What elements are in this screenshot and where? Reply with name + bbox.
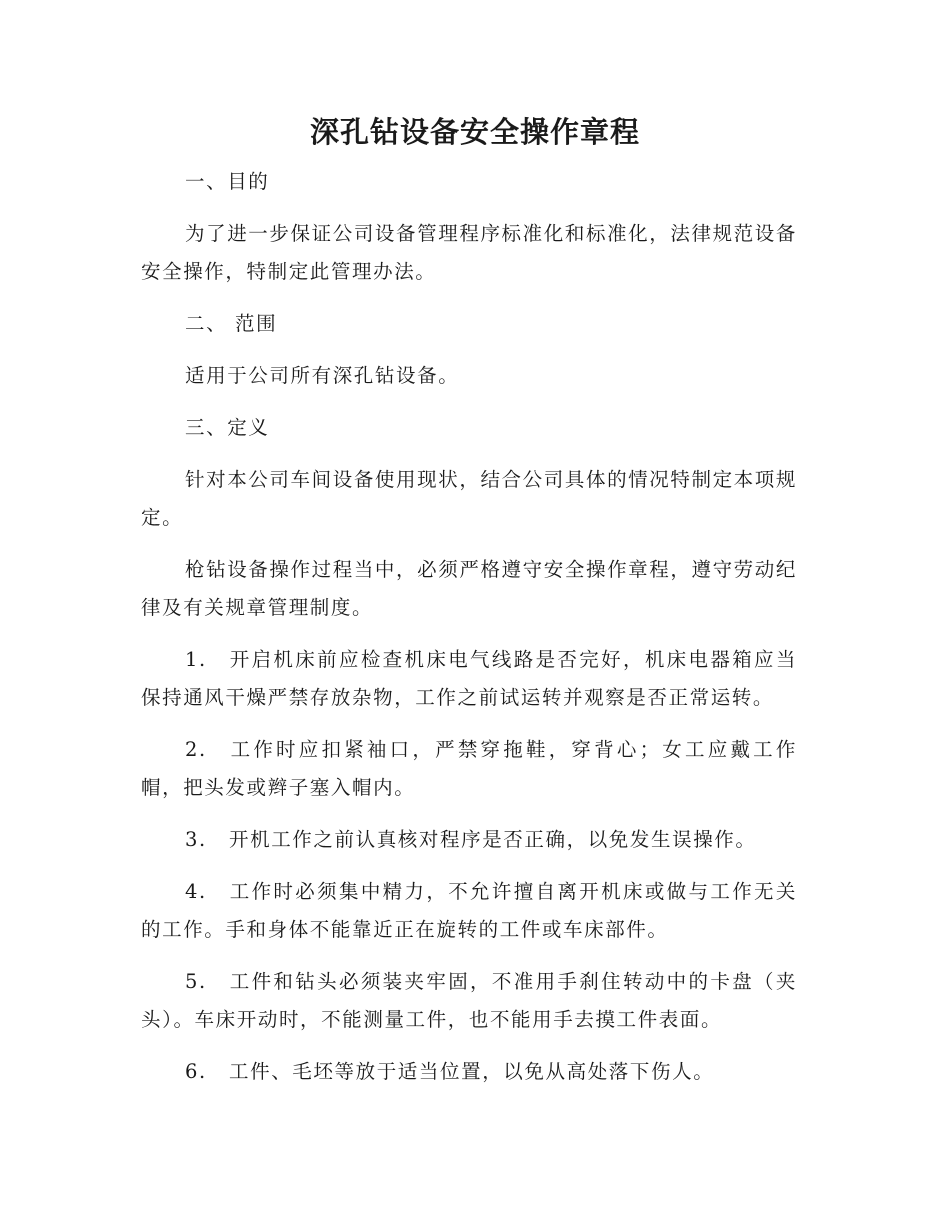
list-item-text: 工件和钻头必须装夹牢固，不准用手刹住转动中的卡盘（夹头）。车床开动时，不能测量工件，也不能用手去摸工件表面。 (141, 970, 797, 1031)
list-item (141, 641, 797, 717)
list-item (141, 963, 797, 1039)
list-item-number: 3. (185, 828, 207, 851)
paragraph-scope: 适用于公司所有深孔钻设备。 (185, 364, 460, 387)
list-item-number: 5. (185, 970, 207, 993)
list-item (141, 731, 797, 807)
list-item-number: 4. (185, 880, 207, 903)
paragraph-operation: 枪钻设备操作过程当中，必须严格遵守安全操作章程，遵守劳动纪律及有关规章管理制度。 (141, 558, 797, 619)
document-title: 深孔钻设备安全操作章程 (309, 115, 640, 149)
paragraph-definition: 针对本公司车间设备使用现状，结合公司具体的情况特制定本项规定。 (141, 468, 797, 529)
list-item (141, 821, 797, 859)
section-heading-purpose: 一、目的 (185, 170, 270, 193)
list-item-text: 工作时应扣紧袖口，严禁穿拖鞋，穿背心；女工应戴工作帽，把头发或辫子塞入帽内。 (141, 738, 797, 799)
list-item-number: 6. (185, 1060, 207, 1083)
document-body (141, 163, 797, 1105)
list-item-number: 2. (185, 738, 207, 761)
list-item-text: 工件、毛坯等放于适当位置，以免从高处落下伤人。 (229, 1060, 715, 1083)
list-item-text: 开机工作之前认真核对程序是否正确，以免发生误操作。 (229, 828, 757, 851)
list-item (141, 1053, 797, 1091)
section-heading-scope: 二、 范围 (185, 312, 278, 335)
list-item-text: 工作时必须集中精力，不允许擅自离开机床或做与工作无关的工作。手和身体不能靠近正在旋转的工件或车床部件。 (141, 880, 797, 941)
list-item-text: 开启机床前应检查机床电气线路是否完好，机床电器箱应当保持通风干燥严禁存放杂物，工作之前试运转并观察是否正常运转。 (141, 648, 797, 709)
paragraph-purpose: 为了进一步保证公司设备管理程序标准化和标准化，法律规范设备安全操作，特制定此管理办法。 (141, 222, 797, 283)
list-item (141, 873, 797, 949)
section-heading-definition: 三、定义 (185, 416, 270, 439)
list-item-number: 1. (185, 648, 207, 671)
